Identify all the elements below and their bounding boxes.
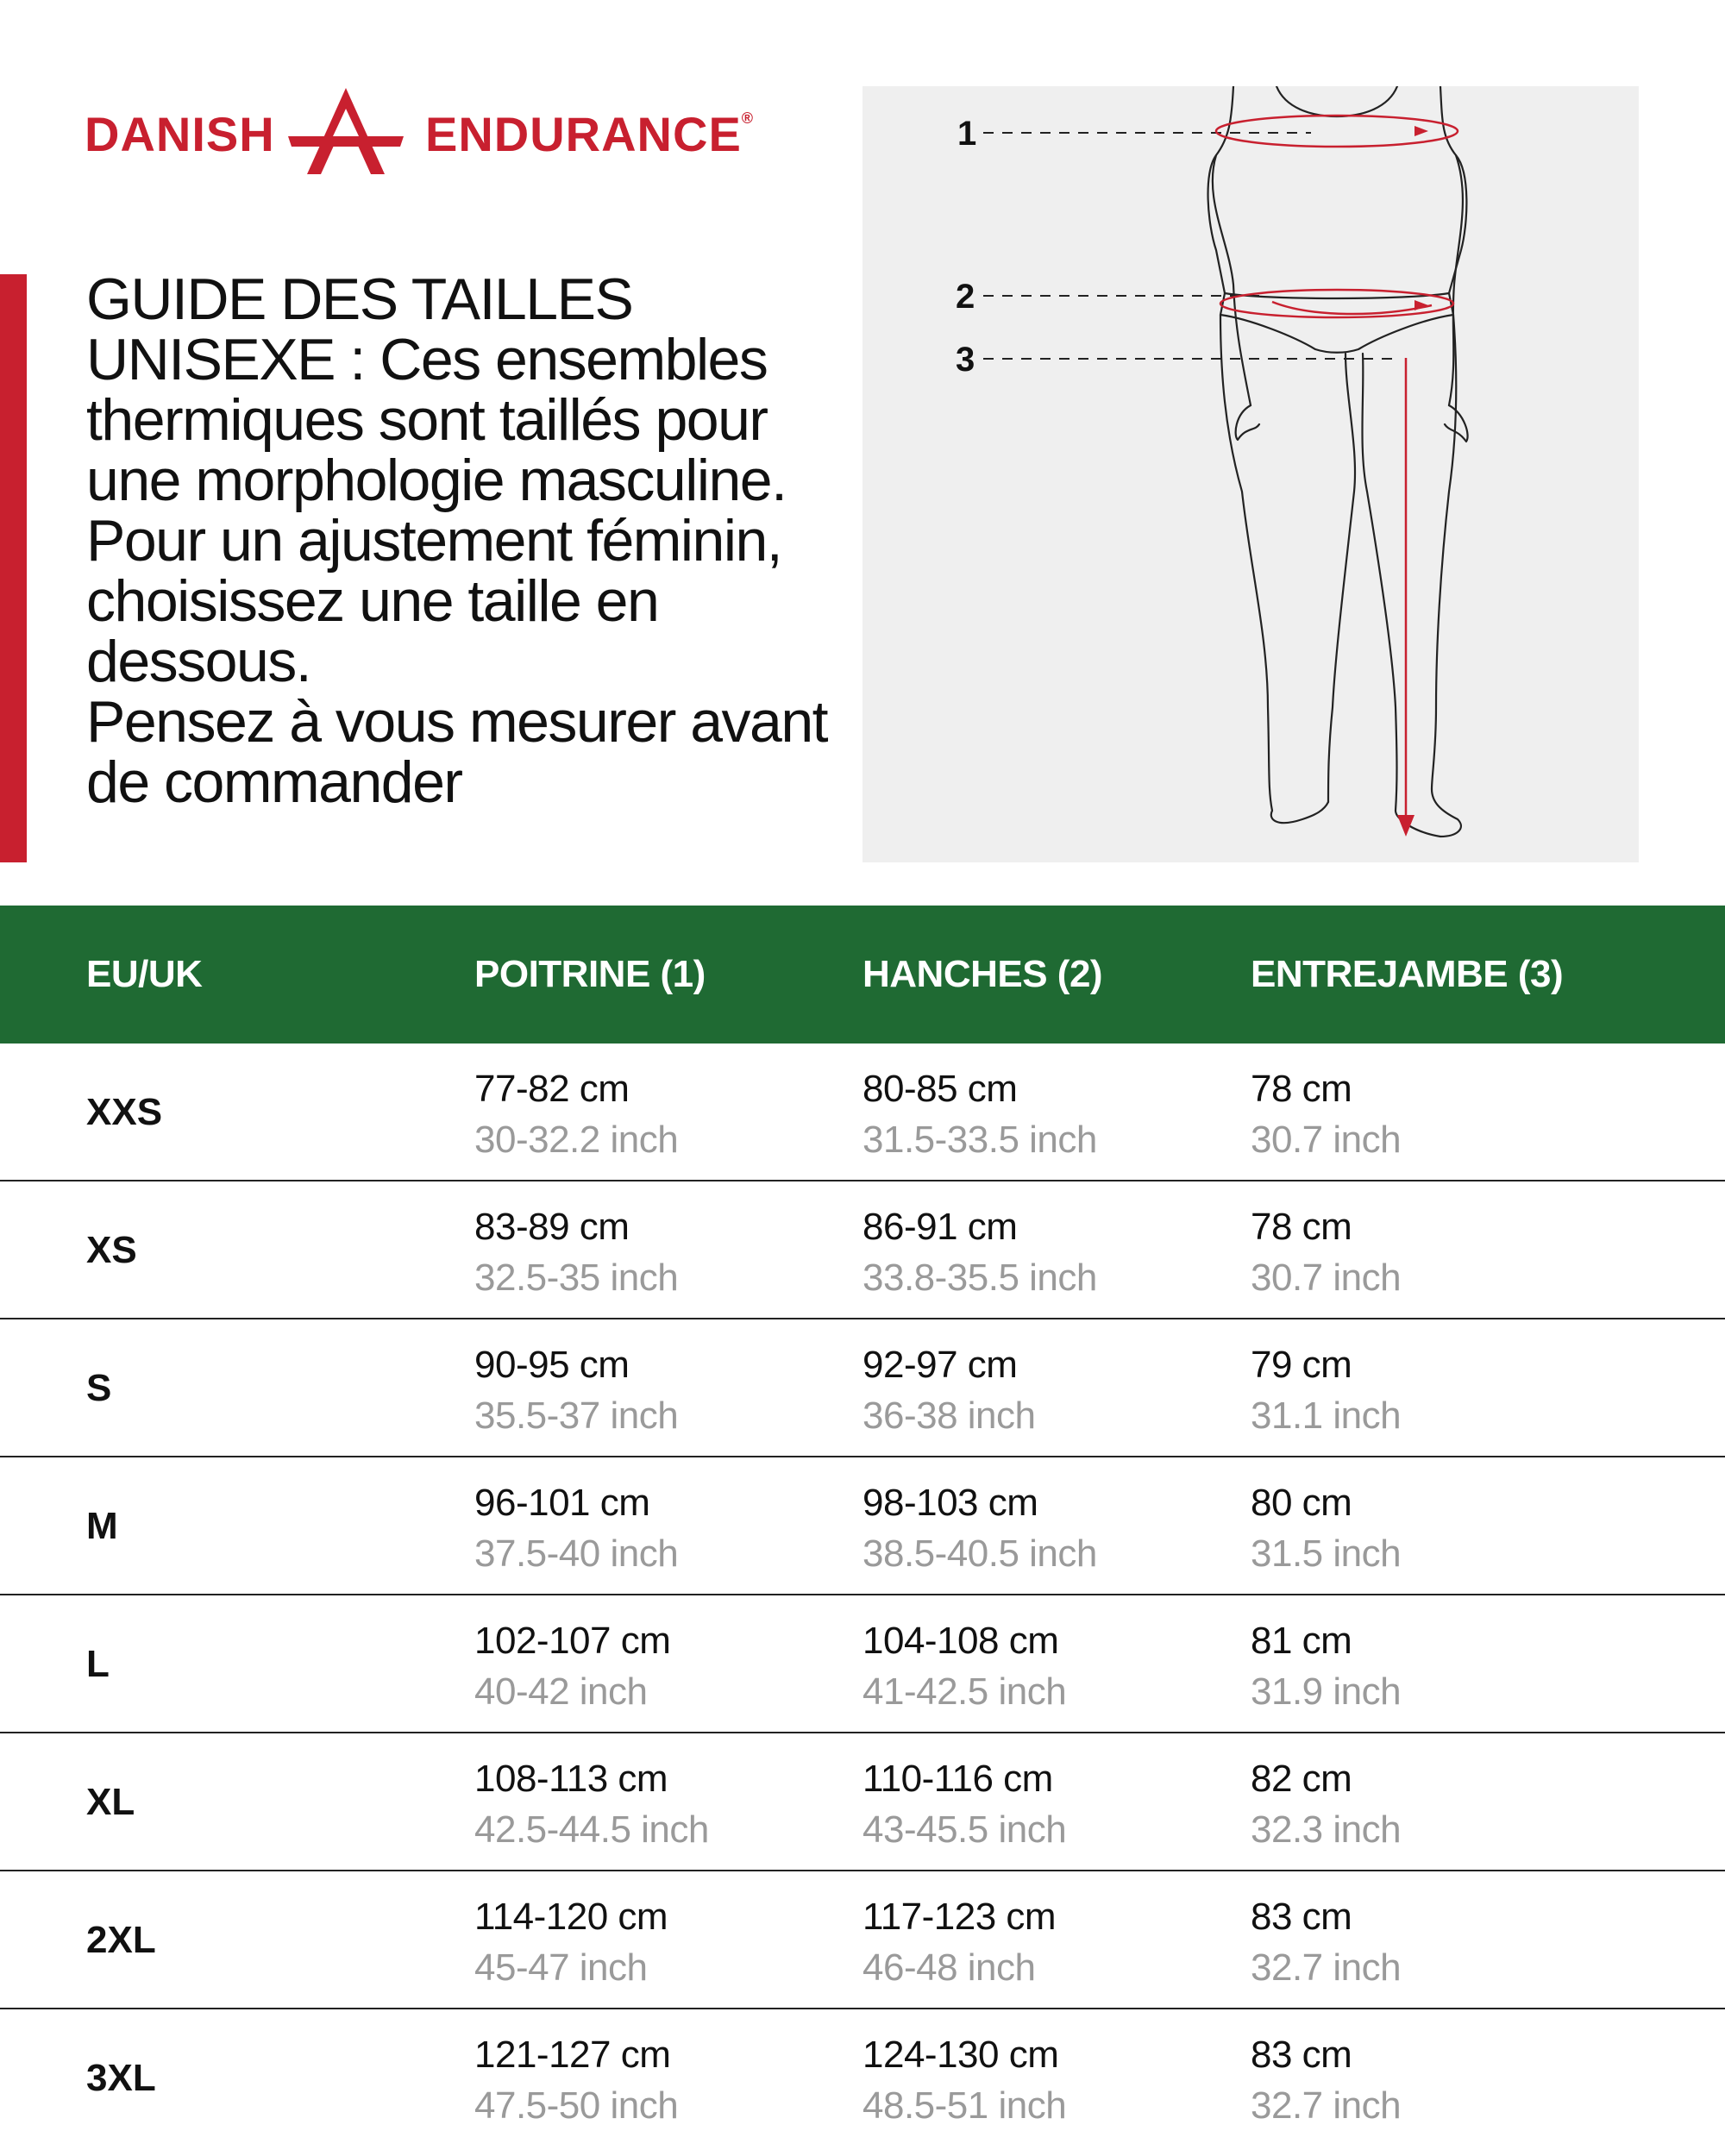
body-measurement-figure-icon [862,86,1639,862]
hips-inch: 48.5-51 inch [862,2084,1067,2127]
chest-inch: 35.5-37 inch [474,1395,679,1437]
chest-inch: 42.5-44.5 inch [474,1808,709,1851]
header-eu-uk: EU/UK [86,953,203,995]
inseam-cell [1251,2030,1401,2132]
inseam-cm: 82 cm [1251,1758,1352,1800]
chest-cell [474,1064,678,1166]
mountain-logo-icon [281,85,411,174]
chest-cell [474,1478,678,1580]
hips-cell [862,1064,1097,1166]
chest-inch: 47.5-50 inch [474,2084,679,2127]
chest-cm: 121-127 cm [474,2034,671,2076]
chest-cell [474,1340,678,1442]
hips-cm: 80-85 cm [862,1068,1018,1110]
inseam-cell [1251,1340,1401,1442]
hips-cell [862,1754,1066,1856]
size-label: 3XL [86,2057,156,2099]
hips-cell [862,1478,1097,1580]
inseam-cm: 83 cm [1251,1896,1352,1938]
chest-cell [474,1754,709,1856]
marker-2: 2 [956,278,975,316]
chest-cm: 102-107 cm [474,1620,671,1662]
hips-cell [862,1892,1056,1994]
chest-cm: 114-120 cm [474,1896,668,1938]
accent-bar [0,274,27,862]
size-label: XL [86,1781,135,1823]
hips-inch: 33.8-35.5 inch [862,1257,1097,1299]
hips-inch: 38.5-40.5 inch [862,1532,1097,1575]
hips-inch: 43-45.5 inch [862,1808,1067,1851]
table-row [0,1595,1725,1733]
inseam-inch: 30.7 inch [1251,1257,1402,1299]
registered-mark: ® [741,110,755,127]
inseam-inch: 31.5 inch [1251,1532,1402,1575]
inseam-inch: 32.7 inch [1251,1946,1402,1989]
measurement-figure-panel [862,86,1639,862]
table-row [0,1871,1725,2009]
hips-inch: 36-38 inch [862,1395,1036,1437]
table-row [0,1733,1725,1871]
inseam-cell [1251,1616,1401,1718]
size-table [0,1044,1725,2147]
inseam-inch: 31.1 inch [1251,1395,1402,1437]
chest-cm: 77-82 cm [474,1068,630,1110]
hips-cm: 98-103 cm [862,1482,1038,1524]
hips-cm: 124-130 cm [862,2034,1059,2076]
inseam-cell [1251,1754,1401,1856]
table-row [0,1457,1725,1595]
size-label: L [86,1643,110,1685]
hips-cm: 104-108 cm [862,1620,1059,1662]
inseam-cell [1251,1202,1401,1304]
chest-inch: 40-42 inch [474,1670,648,1713]
chest-inch: 45-47 inch [474,1946,648,1989]
chest-cm: 90-95 cm [474,1344,630,1386]
inseam-cell [1251,1064,1401,1166]
chest-cm: 96-101 cm [474,1482,650,1524]
brand-word-endurance: ENDURANCE® [425,107,755,161]
hips-cm: 86-91 cm [862,1206,1018,1248]
size-label: 2XL [86,1919,156,1961]
hips-cell [862,2030,1066,2132]
header-inseam: ENTREJAMBE (3) [1251,953,1564,995]
inseam-cell [1251,1892,1401,1994]
brand-logo [85,85,755,179]
inseam-cm: 79 cm [1251,1344,1352,1386]
size-label: XXS [86,1091,163,1133]
chest-cell [474,2030,678,2132]
inseam-cm: 83 cm [1251,2034,1352,2076]
hips-cell [862,1202,1097,1304]
inseam-inch: 30.7 inch [1251,1119,1402,1161]
inseam-cm: 80 cm [1251,1482,1352,1524]
inseam-inch: 32.7 inch [1251,2084,1402,2127]
hips-cell [862,1616,1066,1718]
marker-3: 3 [956,341,975,379]
hips-cell [862,1340,1035,1442]
table-row [0,1181,1725,1319]
hips-inch: 31.5-33.5 inch [862,1119,1097,1161]
hips-cm: 110-116 cm [862,1758,1053,1800]
inseam-cell [1251,1478,1401,1580]
chest-cm: 108-113 cm [474,1758,668,1800]
size-label: XS [86,1229,137,1271]
table-row [0,1044,1725,1181]
hips-cm: 117-123 cm [862,1896,1057,1938]
table-row [0,1319,1725,1457]
chest-cell [474,1202,678,1304]
chest-inch: 37.5-40 inch [474,1532,679,1575]
inseam-inch: 31.9 inch [1251,1670,1402,1713]
header-chest: POITRINE (1) [474,953,706,995]
chest-cell [474,1892,668,1994]
chest-inch: 30-32.2 inch [474,1119,679,1161]
intro-description: GUIDE DES TAILLES UNISEXE : Ces ensembles thermiques sont taillés pour une morphologie masculine. Pour un ajustement féminin, choisissez une taille en dessous. [86,266,787,694]
chest-cm: 83-89 cm [474,1206,630,1248]
inseam-cm: 78 cm [1251,1206,1352,1248]
hips-cm: 92-97 cm [862,1344,1018,1386]
marker-1: 1 [957,115,977,153]
hips-inch: 41-42.5 inch [862,1670,1067,1713]
hips-inch: 46-48 inch [862,1946,1036,1989]
inseam-cm: 81 cm [1251,1620,1352,1662]
table-row [0,2009,1725,2147]
size-guide-intro [86,266,862,815]
chest-inch: 32.5-35 inch [474,1257,679,1299]
inseam-inch: 32.3 inch [1251,1808,1402,1851]
intro-measure-note: Pensez à vous mesurer avant de commander [86,689,828,815]
size-label: M [86,1505,118,1547]
size-label: S [86,1367,112,1409]
header-hips: HANCHES (2) [862,953,1103,995]
chest-cell [474,1616,670,1718]
inseam-cm: 78 cm [1251,1068,1352,1110]
brand-word-danish: DANISH [85,107,275,161]
size-table-header [0,906,1725,1044]
